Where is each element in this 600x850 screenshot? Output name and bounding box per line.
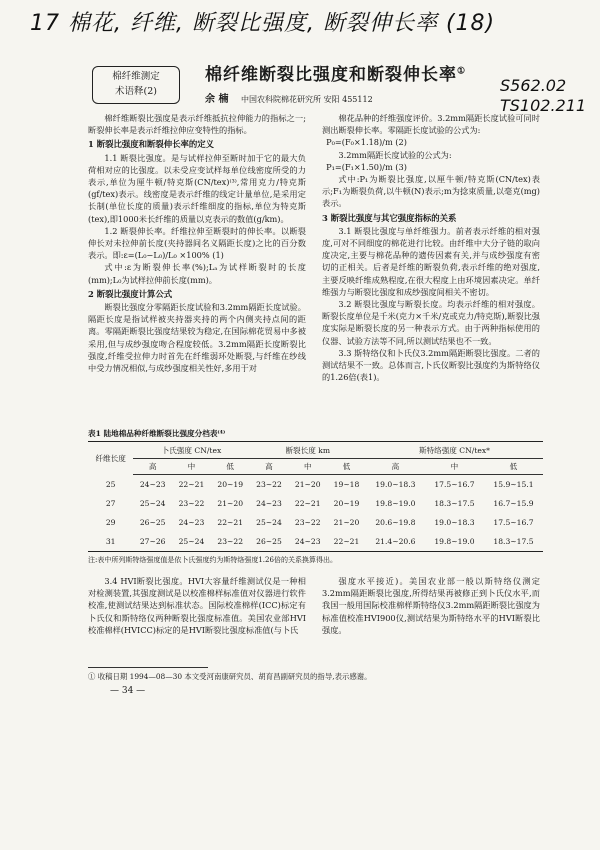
table-cell: 25 [105,479,116,489]
table-cell: 26~25 [256,537,282,546]
table-cell: 25~24 [178,537,205,546]
article-title [205,60,466,85]
handwritten-class-code-1: S562.02 [500,76,567,95]
table-subheader: 中 [172,459,211,475]
table-subheader-row [88,459,543,475]
bottom-right-paragraph [322,575,540,636]
table-row [88,494,543,513]
paragraph: 棉花品种的纤维强度评价。3.2mm隔距长度试验可同时测出断裂伸长率。零隔距长度试验的公式为: [322,113,540,136]
table-subheader: 低 [327,459,366,475]
table-cell: 18.3~17.5 [493,537,534,546]
paragraph: 断裂比强度分零隔距长度试验和3.2mm隔距长度试验。隔距长度是指试样被夹持器夹持的两个内侧夹持点间的距离。零隔距断裂比强度结果较为稳定,在国际棉花贸易中多被采用,但与成纱强度吻合程度较低。3.2mm隔距长度断裂比强度,纤维受拉伸力时首先在纤维弱环处断裂,与纤维在纱线中受力情况相似,与成纱强度相关性好,多用于对 [88,302,306,374]
paragraph: 3.2mm隔距长度试验的公式为: [338,149,452,160]
paragraph: 1.1 断裂比强度。是与试样拉伸至断时加于它的最大负荷相对应的比强度。以未受应变试样每单位线密度所受的力表示,单位为厘牛顿/特克斯(CN/tex)⁽³⁾,常用克力/特克斯(gf/tex)表示。线密度是表示纤维的线定计量单位,是采用定长制(单位长度的质量)表示纤维细度的指标,单位为特克斯(tex),即1000米长纤维的质量以克表示的数值(g/km)。 [88,152,306,224]
table-cell: 23~22 [217,537,244,546]
table-subheader: 高 [366,459,425,475]
table-group-header: 卜氏强度 CN/tex [133,442,249,459]
table-header-length: 纤维长度 [95,454,126,464]
table-cell: 26~25 [139,518,166,527]
table-cell: 23~22 [178,499,205,508]
table-cell: 21~20 [333,518,360,527]
table-cell: 19.0~18.3 [434,518,475,527]
table-subheader: 中 [425,459,484,475]
table-cell: 16.7~15.9 [493,499,534,508]
table-cell: 20~19 [217,480,244,489]
table-row [88,513,543,532]
affiliation: 中国农科院棉花研究所 安阳 455112 [241,95,373,104]
table-cell: 21~20 [217,499,244,508]
table-subheader: 中 [288,459,327,475]
section-heading: 3 断裂比强度与其它强度指标的关系 [322,212,457,223]
table-cell: 25~24 [139,499,166,508]
table-caption: 表1 陆地棉品种纤维断裂比强度分档表⁽⁴⁾ [88,429,226,438]
handwritten-class-code-2: TS102.211 [500,96,587,115]
table-note: 注:表中所列斯特络强度值是依卜氏强度约为斯特络强度1.26倍的关系换算得出。 [88,556,337,564]
table-cell: 19.0~18.3 [375,480,416,489]
paragraph: 3.4 HVI断裂比强度。HVI大容量纤维测试仪是一种相对检测装置,其强度测试是以校准棉样标准值对仪器进行软件校准,使测试结果达到标准状态。国际校准棉样(ICC)标定有卜氏仪和斯特络仪两种断裂比强度标准值。美国农业部HVI校准棉样(HVICC)标定的是HVI断裂比强度标准值(与卜氏 [88,576,306,635]
table-cell: 29 [105,518,116,527]
table-cell: 22~21 [294,499,321,508]
byline [205,90,373,105]
equation: P₁=(F₁×1.50)/m (3) [326,161,407,172]
paragraph: 棉纤维断裂比强度是表示纤维抵抗拉伸能力的指标之一;断裂伸长率是表示纤维拉伸应变特性的指标。 [88,113,306,136]
table-cell: 27 [105,499,116,508]
table-subheader: 低 [484,459,543,475]
footnote-rule [88,667,208,668]
table-cell: 17.5~16.7 [434,480,475,489]
series-label-box [92,66,180,104]
right-column [322,112,540,383]
series-label-line2: 术语释(2) [115,86,157,97]
table-row [88,475,543,495]
table-cell: 23~22 [256,480,282,489]
table-row [88,532,543,552]
equation: P₀=(F₀×1.18)/m (2) [326,137,407,148]
paragraph: 式中:P₁为断裂比强度,以厘牛顿/特克斯(CN/tex)表示;F₁为断裂负荷,以牛顿(N)表示;m为捻束质量,以毫克(mg)表示。 [322,174,540,209]
left-column [88,112,306,374]
table-cell: 20.6~19.8 [375,518,416,527]
paragraph: 3.3 斯特络仪和卜氏仪3.2mm隔距断裂比强度。二者的测试结果不一致。总体而言,卜氏仪断裂比强度约为斯特络仪的1.26倍(表1)。 [322,347,540,383]
table-cell: 24~23 [294,537,321,546]
table-cell: 18.3~17.5 [434,499,475,508]
title-text: 棉纤维断裂比强度和断裂伸长率 [205,65,457,85]
title-footnote-mark: ① [457,66,467,77]
table-cell: 24~23 [139,480,166,489]
table-cell: 20~19 [333,499,360,508]
table-subheader: 高 [250,459,289,475]
table-cell: 25~24 [256,518,282,527]
table-1 [88,428,543,565]
paragraph: 强度水平接近)。美国农业部一般以斯特络仪测定3.2mm隔距断裂比强度,所得结果再被修正到卜氏仪水平,而我国一般用国际校准棉样斯特络仪3.2mm隔距断裂比强度为标准值校准HVI900仪,测试结果为斯特络水平的HVI断裂比强度。 [322,576,540,635]
handwritten-keywords: 17 棉花, 纤维, 断裂比强度, 断裂伸长率 (18) [30,11,496,36]
paragraph: 3.1 断裂比强度与单纤维强力。前者表示纤维的相对强度,可对不同细度的棉花进行比较。由纤维中大分子链的取向度决定,主要与棉花品种的遗传因素有关,并与成纱强度有密切的正相关。后者是纤维的断裂负荷,表示纤维的绝对强度,主要反映纤维成熟程度,在很大程度上由环境因素决定。单纤维强力与断裂比强度和成纱强度间相关不密切。 [322,225,540,297]
footnote: ① 收稿日期 1994—08—30 本文受河南康研究员、胡育昌副研究员的指导,表示感谢。 [88,672,372,681]
table-cell: 31 [105,537,116,546]
table-cell: 22~21 [217,518,244,527]
table-cell: 27~26 [139,537,166,546]
table-cell: 21~20 [294,480,321,489]
paragraph: 1.2 断裂伸长率。纤维拉伸至断裂时的伸长率。以断裂伸长对未拉伸前长度(夹持器间名义隔距长度)之比的百分数表示。即:ε=(L₀−L₀)/L₀ ×100% (1) [88,225,306,261]
table-cell: 24~23 [178,518,205,527]
table-cell: 22~21 [333,537,360,546]
table-subheader: 低 [211,459,250,475]
section-heading: 1 断裂比强度和断裂伸长率的定义 [88,139,214,150]
table-cell: 19.8~19.0 [375,499,416,508]
table-group-header: 斯特络强度 CN/tex* [366,442,543,459]
table-cell: 19.8~19.0 [434,537,475,546]
table-cell: 21.4~20.6 [375,537,416,546]
paragraph: 式中:ε为断裂伸长率(%);Lₐ为试样断裂时的长度(mm);L₀为试样拉伸前长度(mm)。 [88,262,306,285]
table-cell: 15.9~15.1 [493,480,534,489]
bottom-left-paragraph [88,575,306,636]
table-cell: 23~22 [294,518,321,527]
section-heading: 2 断裂比强度计算公式 [88,288,173,299]
table-cell: 22~21 [178,480,205,489]
data-table [88,441,543,552]
author: 余 楠 [205,94,229,105]
table-cell: 24~23 [256,499,282,508]
page-number: — 34 — [110,686,146,696]
table-group-header: 断裂长度 km [250,442,366,459]
table-body [88,475,543,552]
table-cell: 17.5~16.7 [493,518,534,527]
table-cell: 19~18 [333,480,360,489]
series-label-line1: 棉纤维测定 [112,71,160,82]
paragraph: 3.2 断裂比强度与断裂长度。均表示纤维的相对强度。断裂长度单位是千米(克力×千米/克或克力/特克斯),断裂比强度实际是断裂长度的另一种表示方式。由于两种指标使用的仪器、试验方法等不同,所以测试结果也不一致。 [322,299,540,346]
table-subheader: 高 [133,459,172,475]
